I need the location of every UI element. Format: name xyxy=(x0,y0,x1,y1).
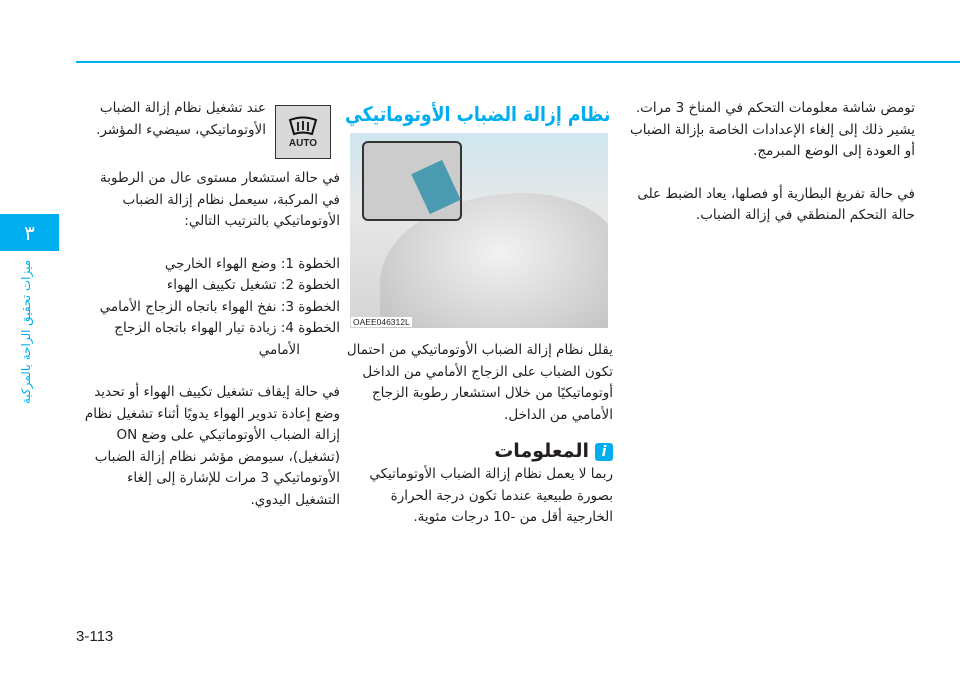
info-text: ربما لا يعمل نظام إزالة الضباب الأوتوماتيكي بصورة طبيعية عندما تكون درجة الحرارة الخارجية أقل من -10 درجات مئوية. xyxy=(369,466,613,525)
auto-defog-indicator xyxy=(275,105,331,159)
paragraph: في حالة إيقاف تشغيل تكييف الهواء أو تحديد وضع إعادة تدوير الهواء يدويًا أثناء تشغيل نظام إزالة الضباب الأوتوماتيكي على وضع ON (تشغيل)، سيومض مؤشر نظام إزالة الضباب الأوتوماتيكي 3 مرات للإشارة إلى إلغاء التشغيل اليدوي. xyxy=(84,384,340,508)
header-rule xyxy=(76,61,960,63)
info-title: المعلومات xyxy=(494,440,589,462)
paragraph: عند تشغيل نظام إزالة الضباب الأوتوماتيكي، سيضيء المؤشر. xyxy=(96,100,266,138)
chapter-number: ٣ xyxy=(24,220,35,245)
page-number: 3-113 xyxy=(76,628,114,645)
indicator-text xyxy=(80,98,266,141)
step-item: الخطوة 2: تشغيل تكييف الهواء xyxy=(166,277,340,293)
paragraph: في حالة تفريغ البطارية أو فصلها، يعاد الضبط على حالة التحكم المنطقي في إزالة الضباب. xyxy=(637,185,915,223)
chapter-tab xyxy=(0,214,59,251)
right-column xyxy=(625,98,915,248)
step-item: الخطوة 3: نفخ الهواء باتجاه الزجاج الأمامي xyxy=(99,298,340,315)
step-item: الخطوة 4: زيادة تيار الهواء باتجاه الزجاج الأمامي xyxy=(114,320,340,358)
info-heading xyxy=(345,438,613,464)
paragraph: في حالة استشعار مستوى عال من الرطوبة في المركبة، سيعمل نظام إزالة الضباب الأوتوماتيكي بالترتيب التالي: xyxy=(100,170,340,229)
humidity-sensor-icon xyxy=(411,160,460,214)
chapter-title xyxy=(6,259,46,405)
auto-label: AUTO xyxy=(288,137,318,149)
left-column xyxy=(80,168,340,511)
step-item: الخطوة 1: وضع الهواء الخارجي xyxy=(164,255,340,272)
windshield-defrost-icon xyxy=(288,116,318,138)
sensor-inset xyxy=(362,141,462,221)
chapter-title-text: ميزات تحقيق الراحة بالمركبة xyxy=(19,259,33,405)
section-heading: نظام إزالة الضباب الأوتوماتيكي xyxy=(344,102,610,126)
figure-code: OAEE046312L xyxy=(353,317,410,327)
middle-column-text xyxy=(345,340,613,529)
car-figure xyxy=(350,133,608,328)
paragraph: تومض شاشة معلومات التحكم في المناخ 3 مرات. يشير ذلك إلى إلغاء الإعدادات الخاصة بإزالة الضباب أو العودة إلى الوضع المبرمج. xyxy=(630,100,915,159)
paragraph: يقلل نظام إزالة الضباب الأوتوماتيكي من احتمال تكون الضباب على الزجاج الأمامي من الداخل أوتوماتيكيًا من خلال استشعار رطوبة الزجاج الأمامي من الداخل. xyxy=(346,342,613,423)
middle-column xyxy=(345,100,610,130)
info-icon: i xyxy=(595,443,613,461)
